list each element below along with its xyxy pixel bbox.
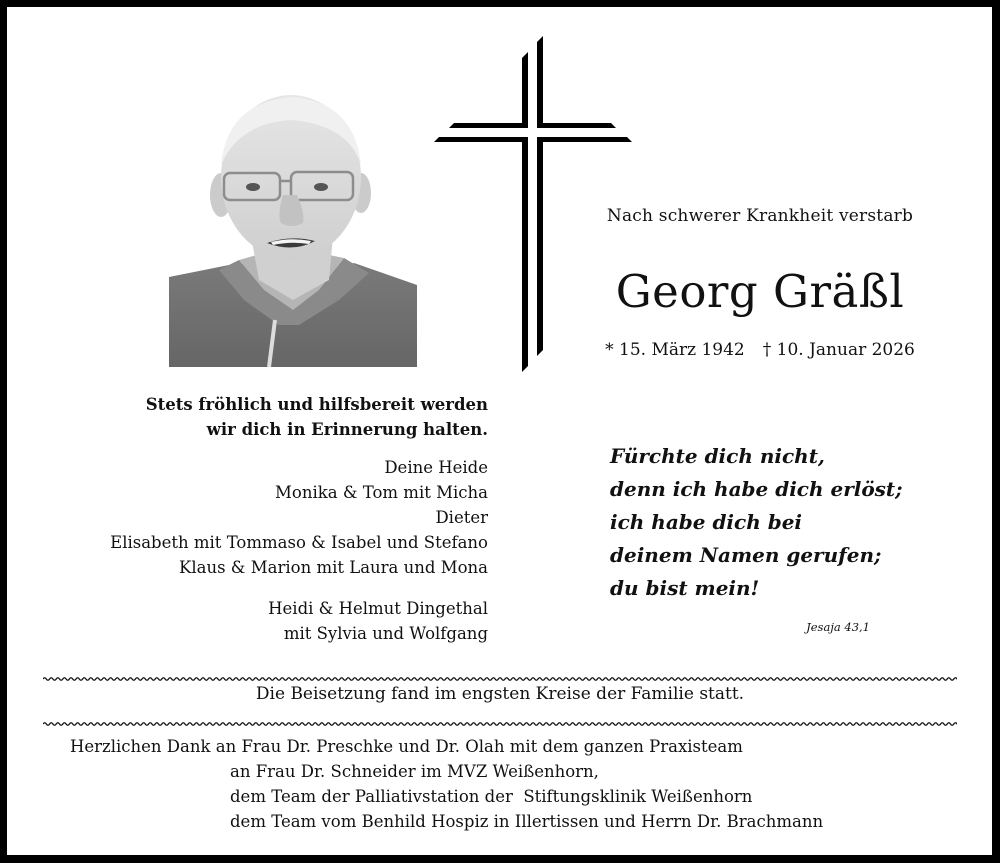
acknowledgements — [70, 734, 950, 834]
wavy-divider — [43, 714, 957, 720]
thanks-line: an Frau Dr. Schneider im MVZ Weißenhorn, — [230, 762, 599, 781]
verse-line: deinem Namen gerufen; — [610, 543, 882, 567]
burial-notice: Die Beisetzung fand im engsten Kreise der Familie statt. — [255, 684, 745, 704]
mourner-line: Elisabeth mit Tommaso & Isabel und Stefano — [110, 533, 488, 552]
bible-verse — [610, 440, 940, 605]
mourner-line: Monika & Tom mit Micha — [275, 483, 488, 502]
mourners-family — [40, 455, 488, 580]
intro-text: Nach schwerer Krankheit verstarb — [606, 206, 914, 226]
wavy-divider — [43, 669, 957, 675]
thanks-line: dem Team der Palliativstation der Stiftungsklinik Weißenhorn — [230, 787, 753, 806]
motto-line: Stets fröhlich und hilfsbereit werden — [145, 395, 488, 414]
motto-line: wir dich in Erinnerung halten. — [206, 420, 488, 439]
verse-line: ich habe dich bei — [610, 510, 803, 534]
verse-reference: Jesaja 43,1 — [806, 620, 870, 634]
verse-line: Fürchte dich nicht, — [610, 444, 825, 468]
birth-date: * 15. März 1942 — [605, 340, 745, 360]
thanks-line: dem Team vom Benhild Hospiz in Illertissen und Herrn Dr. Brachmann — [230, 812, 824, 831]
mourner-line: Dieter — [435, 508, 488, 527]
mourner-line: Deine Heide — [384, 458, 488, 477]
verse-line: denn ich habe dich erlöst; — [610, 477, 903, 501]
thanks-item: an Frau Dr. Preschke und Dr. Olah mit dem ganzen Praxisteam — [215, 737, 743, 756]
deceased-name: Georg Gräßl — [615, 265, 905, 318]
death-date: † 10. Januar 2026 — [762, 340, 915, 360]
mourner-line: Heidi & Helmut Dingethal — [268, 599, 488, 618]
mourner-line: Klaus & Marion mit Laura und Mona — [179, 558, 488, 577]
thanks-line — [70, 734, 950, 759]
life-dates — [570, 340, 950, 360]
portrait-photo — [169, 95, 417, 367]
cross-icon — [430, 30, 640, 380]
mourner-line: mit Sylvia und Wolfgang — [283, 624, 488, 643]
memorial-motto — [60, 392, 488, 442]
thanks-lead: Herzlichen Dank — [70, 737, 216, 756]
portrait-image-icon — [169, 95, 417, 367]
verse-line: du bist mein! — [610, 576, 760, 600]
mourners-relatives — [40, 596, 488, 646]
